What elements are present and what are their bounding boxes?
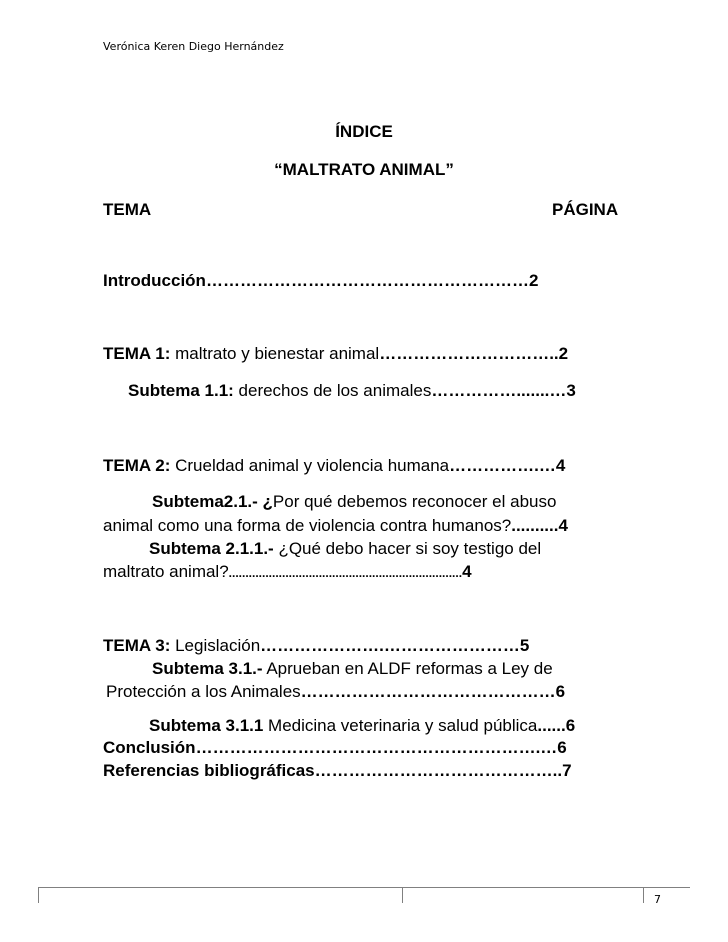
index-title: ÍNDICE [335, 122, 393, 141]
footer-middle-tick [402, 887, 403, 903]
toc-entry-subtema-3-1-1 [149, 716, 575, 736]
toc-entry-subtema-3-1-line2 [106, 682, 565, 702]
toc-entry-text: Medicina veterinaria y salud pública [263, 716, 538, 735]
toc-leader-dots: ………………………………………………… [205, 271, 529, 290]
toc-entry-conclusion [103, 738, 567, 758]
toc-entry-tema2 [103, 456, 565, 476]
toc-entry-label: Referencias bibliográficas [103, 761, 315, 780]
toc-entry-text: maltrato animal? [103, 562, 229, 581]
toc-entry-label: Subtema 2.1.1.- [149, 539, 274, 558]
toc-entry-text: Por qué debemos reconocer el abuso [272, 492, 557, 511]
toc-entry-text: maltrato y bienestar animal [170, 344, 380, 363]
toc-entry-label: TEMA 2: [103, 456, 171, 475]
footer-page-number: 7 [654, 893, 661, 906]
toc-entry-text: ¿Qué debo hacer si soy testigo del [273, 539, 542, 558]
footer-rule [38, 887, 690, 888]
toc-entry-text: derechos de los animales [233, 381, 432, 400]
toc-leader-dots: ...................................................................... [228, 566, 463, 580]
toc-leader-dots: …………………………………………………….… [195, 738, 558, 757]
toc-entry-label: Subtema 3.1.- [152, 659, 263, 678]
toc-entry-label: Subtema 1.1: [128, 381, 234, 400]
column-header-tema: TEMA [103, 200, 152, 219]
header-author: Verónica Keren Diego Hernández [103, 40, 284, 53]
toc-entry-label: Subtema 3.1.1 [149, 716, 264, 735]
toc-entry-subtema-2-1-1-line1 [149, 539, 541, 559]
toc-entry-subtema-1-1 [128, 381, 576, 401]
toc-leader-dots: …………….......… [431, 381, 567, 400]
footer-left-tick [38, 887, 39, 903]
footer-right-tick [643, 887, 644, 903]
toc-entry-text: Crueldad animal y violencia humana [170, 456, 450, 475]
toc-page-number: 6 [557, 738, 567, 757]
toc-entry-tema1 [103, 344, 568, 364]
toc-leader-dots: .......... [511, 516, 559, 535]
toc-leader-dots: …………….… [449, 456, 556, 475]
toc-leader-dots: ………………….…………………… [260, 636, 520, 655]
toc-entry-subtema-3-1-line1 [152, 659, 553, 679]
column-header-pagina: PÁGINA [552, 200, 619, 219]
toc-entry-label: Introducción [103, 271, 206, 290]
toc-entry-text: animal como una forma de violencia contra humanos? [103, 516, 512, 535]
toc-entry-label: Conclusión [103, 738, 196, 757]
toc-entry-tema3 [103, 636, 529, 656]
toc-leader-dots: ...... [537, 716, 566, 735]
toc-page-number: 2 [528, 271, 539, 290]
toc-entry-label: Subtema2.1.- ¿ [152, 492, 273, 511]
toc-entry-references [103, 761, 572, 781]
toc-page-number: 6 [565, 716, 576, 735]
toc-page-number: 6 [555, 682, 566, 701]
document-subject-title: “MALTRATO ANIMAL” [274, 160, 454, 179]
toc-entry-text: Legislación [170, 636, 261, 655]
toc-page-number: 5 [519, 636, 530, 655]
toc-entry-subtema-2-1-line2 [103, 516, 568, 536]
toc-page-number: 4 [462, 562, 472, 581]
toc-page-number: 4 [555, 456, 566, 475]
toc-entry-text: Aprueban en ALDF reformas a Ley de [262, 659, 553, 678]
toc-entry-text: Protección a los Animales [106, 682, 301, 701]
toc-entry-subtema-2-1-line1 [152, 492, 556, 512]
toc-page-number: 4 [558, 516, 568, 535]
toc-leader-dots: ………………………….. [379, 344, 559, 363]
toc-page-number: 2 [558, 344, 569, 363]
toc-entry-subtema-2-1-1-line2 [103, 562, 472, 582]
toc-page-number: 7 [562, 761, 572, 780]
toc-page-number: 3 [566, 381, 576, 400]
toc-leader-dots: …………………………………….. [314, 761, 563, 780]
toc-entry-label: TEMA 1: [103, 344, 171, 363]
toc-entry-intro [103, 271, 538, 291]
toc-entry-label: TEMA 3: [103, 636, 171, 655]
toc-leader-dots: ……………………………………… [300, 682, 556, 701]
